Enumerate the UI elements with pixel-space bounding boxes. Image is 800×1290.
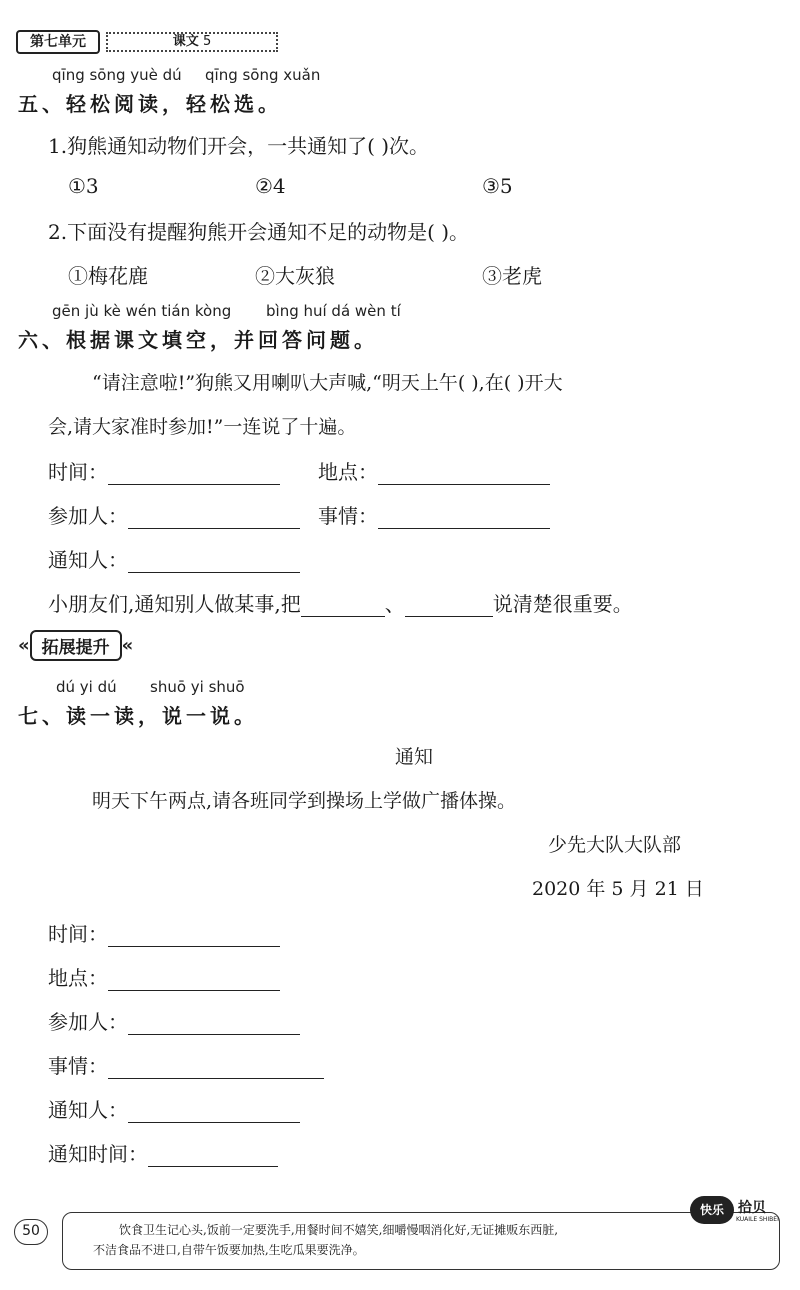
notice-date: 2020 年 5 月 21 日 — [532, 878, 704, 900]
s7-matter-blank[interactable] — [108, 1056, 324, 1079]
section5-title: 五、轻松阅读，轻松选。 — [18, 92, 282, 116]
s7-time-blank[interactable] — [108, 924, 280, 947]
s7-place-blank[interactable] — [108, 968, 280, 991]
s6-time-blank[interactable] — [108, 462, 280, 485]
s7-place-field: 地点： — [48, 962, 280, 991]
s6-notifier-blank[interactable] — [128, 550, 300, 573]
section6-title: 六、根据课文填空，并回答问题。 — [18, 328, 378, 352]
q1-option-2[interactable]: ②4 — [255, 174, 286, 198]
q2-option-3[interactable]: ③老虎 — [482, 264, 542, 288]
s6-time-field: 时间： — [48, 456, 280, 485]
section5-pinyin-1: qīng sōng yuè dú — [52, 66, 182, 84]
page-number: 50 — [14, 1219, 48, 1245]
section6-pinyin-1: gēn jù kè wén tián kòng — [52, 302, 232, 320]
s7-participants-blank[interactable] — [128, 1012, 300, 1035]
footer-line-1: 饮食卫生记心头,饭前一定要洗手,用餐时间不嬉笑,细嚼慢咽消化好,无证摊贩东西脏, — [119, 1223, 559, 1237]
s6-participants-field: 参加人： — [48, 500, 300, 529]
s7-matter-field: 事情： — [48, 1050, 324, 1079]
summary-sentence: 小朋友们,通知别人做某事,把 、 说清楚很重要。 — [48, 592, 633, 616]
section7-pinyin-2: shuō yi shuō — [150, 678, 245, 696]
summary-blank-1[interactable] — [301, 594, 385, 617]
banner-label: 拓展提升 — [30, 630, 122, 661]
s6-matter-field: 事情： — [318, 500, 550, 529]
s6-place-field: 地点： — [318, 456, 550, 485]
summary-blank-2[interactable] — [405, 594, 493, 617]
footer-line-2: 不洁食品不进口,自带午饭要加热,生吃瓜果要洗净。 — [93, 1243, 365, 1257]
s7-notice-time-field: 通知时间： — [48, 1138, 278, 1167]
section5-pinyin-2: qīng sōng xuǎn — [205, 66, 321, 84]
q1-option-3[interactable]: ③5 — [482, 174, 513, 198]
notice-body: 明天下午两点,请各班同学到操场上学做广播体操。 — [92, 790, 517, 812]
question-1: 1.狗熊通知动物们开会，一共通知了( )次。 — [48, 134, 430, 158]
section6-pinyin-2: bìng huí dá wèn tí — [266, 302, 401, 320]
lesson-label: 课文 5 — [106, 32, 278, 52]
notice-signer: 少先大队大队部 — [548, 834, 682, 856]
q2-option-2[interactable]: ②大灰狼 — [255, 264, 335, 288]
happy-logo-badge: 快乐 — [690, 1196, 734, 1224]
left-chevron-icon: « — [18, 635, 30, 656]
s7-notifier-blank[interactable] — [128, 1100, 300, 1123]
s6-participants-blank[interactable] — [128, 506, 300, 529]
section7-pinyin-1: dú yi dú — [56, 678, 117, 696]
footer-tip-box — [62, 1212, 780, 1270]
quote-line-2: 会,请大家准时参加!”一连说了十遍。 — [48, 416, 357, 438]
q1-option-1[interactable]: ①3 — [68, 174, 99, 198]
right-chevron-icon: « — [121, 635, 134, 656]
s6-matter-blank[interactable] — [378, 506, 550, 529]
s7-notifier-field: 通知人： — [48, 1094, 300, 1123]
s7-notice-time-blank[interactable] — [148, 1144, 278, 1167]
notice-title: 通知 — [395, 746, 434, 768]
unit-label: 第七单元 — [16, 30, 100, 54]
s6-place-blank[interactable] — [378, 462, 550, 485]
q2-option-1[interactable]: ①梅花鹿 — [68, 264, 148, 288]
section7-title: 七、读一读，说一说。 — [18, 704, 258, 728]
shell-logo-en: KUAILE SHIBEI — [736, 1216, 779, 1223]
s6-notifier-field: 通知人： — [48, 544, 300, 573]
expand-banner — [18, 630, 133, 658]
question-2: 2.下面没有提醒狗熊开会通知不足的动物是( )。 — [48, 220, 470, 244]
s7-participants-field: 参加人： — [48, 1006, 300, 1035]
s7-time-field: 时间： — [48, 918, 280, 947]
shell-logo-text: 拾贝 — [738, 1200, 766, 1216]
quote-line-1: “请注意啦!”狗熊又用喇叭大声喊,“明天上午( ),在( )开大 — [92, 372, 563, 394]
